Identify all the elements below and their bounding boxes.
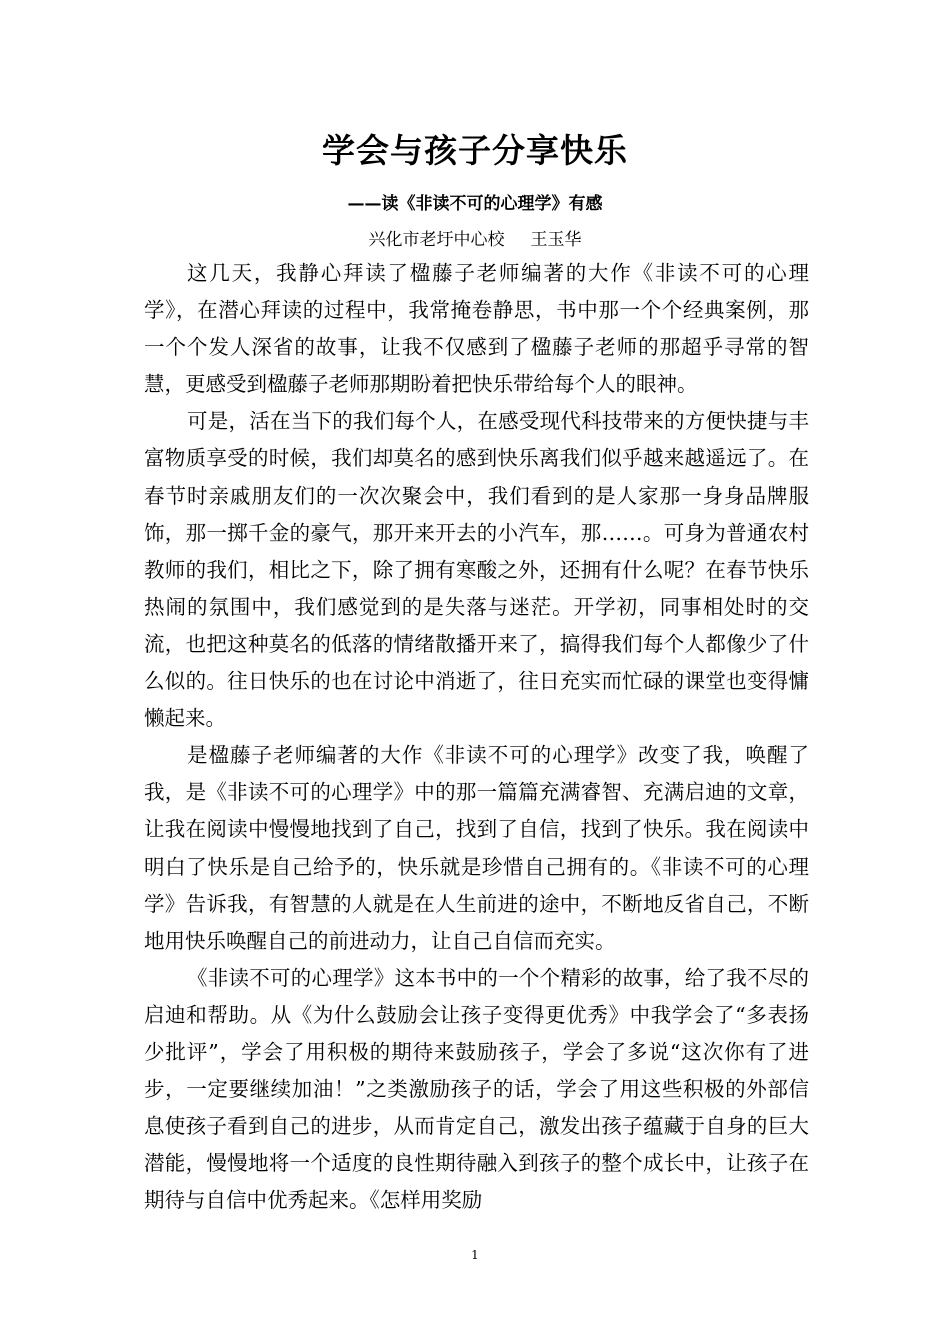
paragraph: 可是，活在当下的我们每个人，在感受现代科技带来的方便快捷与丰富物质享受的时候，我们却莫名的感到快乐离我们似乎越来越遥远了。在春节时亲戚朋友们的一次次聚会中，我们看到的是人家那一身身品牌服饰，那一掷千金的豪气，那开来开去的小汽车，那……。可身为普通农村教师的我们，相比之下，除了拥有寒酸之外，还拥有什么呢？在春节快乐热闹的氛围中，我们感觉到的是失落与迷茫。开学初，同事相处时的交流，也把这种莫名的低落的情绪散播开来了，搞得我们每个人都像少了什么似的。往日快乐的也在讨论中消逝了，往日充实而忙碌的课堂也变得慵懒起来。 bbox=[144, 409, 809, 731]
author-name: 王玉华 bbox=[530, 230, 582, 250]
page-number: 1 bbox=[471, 1248, 479, 1262]
school-name: 兴化市老圩中心校 bbox=[368, 230, 505, 250]
document-title: 学会与孩子分享快乐 bbox=[322, 131, 628, 170]
paragraph: 这几天，我静心拜读了楹藤子老师编著的大作《非读不可的心理学》，在潜心拜读的过程中，我常掩卷静思，书中那一个个经典案例，那一个个发人深省的故事，让我不仅感到了楹藤子老师的那超乎寻常的智慧，更感受到楹藤子老师那期盼着把快乐带给每个人的眼神。 bbox=[144, 261, 809, 397]
paragraph: 《非读不可的心理学》这本书中的一个个精彩的故事，给了我不尽的启迪和帮助。从《为什么鼓励会让孩子变得更优秀》中我学会了“多表扬少批评”，学会了用积极的期待来鼓励孩子，学会了多说“这次你有了进步，一定要继续加油！”之类激励孩子的话，学会了用这些积极的外部信息使孩子看到自己的进步，从而肯定自己，激发出孩子蕴藏于自身的巨大潜能，慢慢地将一个适度的良性期待融入到孩子的整个成长中，让孩子在期待与自信中优秀起来。《怎样用奖励 bbox=[144, 965, 809, 1213]
body-text bbox=[144, 255, 809, 1219]
paragraph: 是楹藤子老师编著的大作《非读不可的心理学》改变了我，唤醒了我，是《非读不可的心理学》中的那一篇篇充满睿智、充满启迪的文章，让我在阅读中慢慢地找到了自己，找到了自信，找到了快乐。我在阅读中明白了快乐是自己给予的，快乐就是珍惜自己拥有的。《非读不可的心理学》告诉我，有智慧的人就是在人生前进的途中，不断地反省自己，不断地用快乐唤醒自己的前进动力，让自己自信而充实。 bbox=[144, 743, 809, 953]
author-line bbox=[0, 226, 950, 254]
document-subtitle: ——读《非读不可的心理学》有感 bbox=[347, 194, 603, 214]
